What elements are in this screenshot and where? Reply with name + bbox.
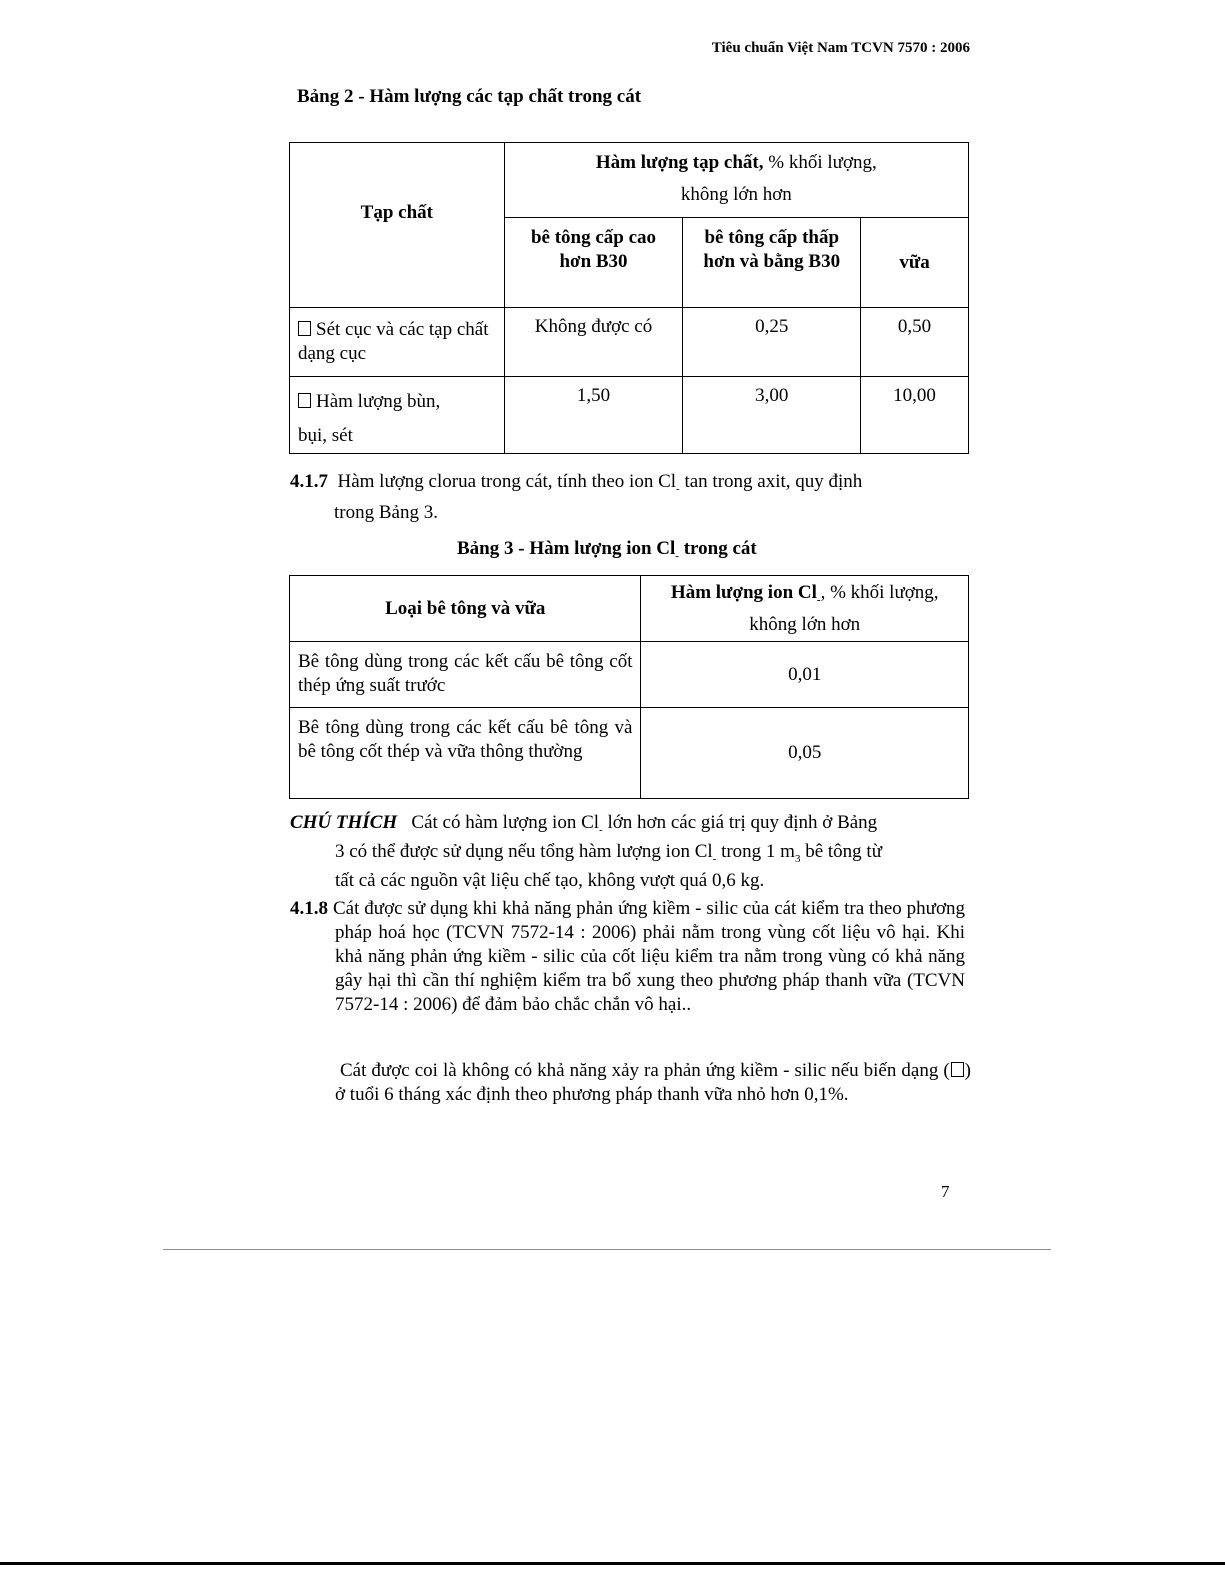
page-header: Tiêu chuẩn Việt Nam TCVN 7570 : 2006: [711, 40, 970, 56]
section-4-1-8-para2: Cát được coi là không có khả năng xảy ra phản ứng kiềm - silic nếu biến dạng ( ) ở tuổi 6 tháng xác định theo phương pháp thanh vữa nhỏ hơn 0,1%.: [335, 1060, 971, 1105]
table2-header-group: Hàm lượng tạp chất, % khối lượng, không lớn hơn: [504, 143, 968, 218]
table3: [289, 575, 969, 799]
page-number: 7: [941, 1182, 950, 1201]
table2-subheader-mortar: vữa: [861, 218, 969, 308]
table2-row1-v2: 0,25: [683, 308, 861, 377]
table2-row2-v3: 10,00: [861, 377, 969, 454]
table2-row2-name: Hàm lượng bùn, bụi, sét: [290, 377, 505, 454]
note-block: CHÚ THÍCH Cát có hàm lượng ion $Cl_-$ lớn hơn các giá trị quy định ở Bảng 3 có thể được sử dụng nếu tổng hàm lượng ion $Cl_-$ trong 1 $m_3$ bê tông từ tất cả các nguồn vật liệu chế tạo, không vượt quá 0,6 kg.: [290, 812, 883, 891]
checkbox-glyph-icon: [298, 321, 311, 336]
table2-subheader-high: bê tông cấp cao hơn B30: [504, 218, 683, 308]
table3-row2-value: 0,05: [641, 708, 969, 799]
table2-subheader-low: bê tông cấp thấp hơn và bằng B30: [683, 218, 861, 308]
table2: [289, 142, 969, 454]
table2-row1-v3: 0,50: [861, 308, 969, 377]
section-number: 4.1.7: [290, 471, 328, 492]
table-row: [290, 377, 969, 454]
table3-row2-name: Bê tông dùng trong các kết cấu bê tông và bê tông cốt thép và vữa thông thường: [290, 708, 641, 799]
table3-row1-name: Bê tông dùng trong các kết cấu bê tông cốt thép ứng suất trước: [290, 642, 641, 708]
table3-header-type: Loại bê tông và vữa: [290, 576, 641, 642]
checkbox-glyph-icon: [298, 393, 311, 408]
table3-title: Bảng 3 - Hàm lượng ion $Cl_-$ trong cát: [457, 538, 757, 562]
section-number: 4.1.8: [290, 898, 328, 919]
table2-row1-name: Sét cục và các tạp chất dạng cục: [290, 308, 505, 377]
table-row: [290, 308, 969, 377]
table3-row1-value: 0,01: [641, 642, 969, 708]
table-row: [290, 708, 969, 799]
checkbox-glyph-icon: [951, 1062, 964, 1077]
section-4-1-8-para1: Cát được sử dụng khi khả năng phản ứng kiềm - silic của cát kiểm tra theo phương pháp hoá học (TCVN 7572-14 : 2006) phải nằm trong vùng cốt liệu vô hại. Khi khả năng phản ứng kiềm - silic của cốt liệu kiểm tra nằm trong vùng có khả năng gây hại thì cần thí nghiệm kiểm tra bổ xung theo phương pháp thanh vữa (TCVN 7572-14 : 2006) để đảm bảo chắc chắn vô hại..: [333, 898, 965, 1015]
footer-rule: [163, 1249, 1051, 1250]
note-label: CHÚ THÍCH: [290, 812, 398, 833]
page-bottom-edge: [0, 1562, 1225, 1565]
table2-row1-v1: Không được có: [504, 308, 683, 377]
table-row: [290, 642, 969, 708]
table2-title: Bảng 2 - Hàm lượng các tạp chất trong cát: [297, 86, 642, 107]
table2-row2-v1: 1,50: [504, 377, 683, 454]
table2-header-impurity: Tạp chất: [290, 143, 505, 308]
table2-row2-v2: 3,00: [683, 377, 861, 454]
table3-header-content: Hàm lượng ion $Cl_-$, % khối lượng, không lớn hơn: [641, 576, 969, 642]
section-4-1-7: 4.1.7 Hàm lượng clorua trong cát, tính theo ion $Cl_-$ tan trong axit, quy định trong Bảng 3.: [290, 471, 863, 523]
